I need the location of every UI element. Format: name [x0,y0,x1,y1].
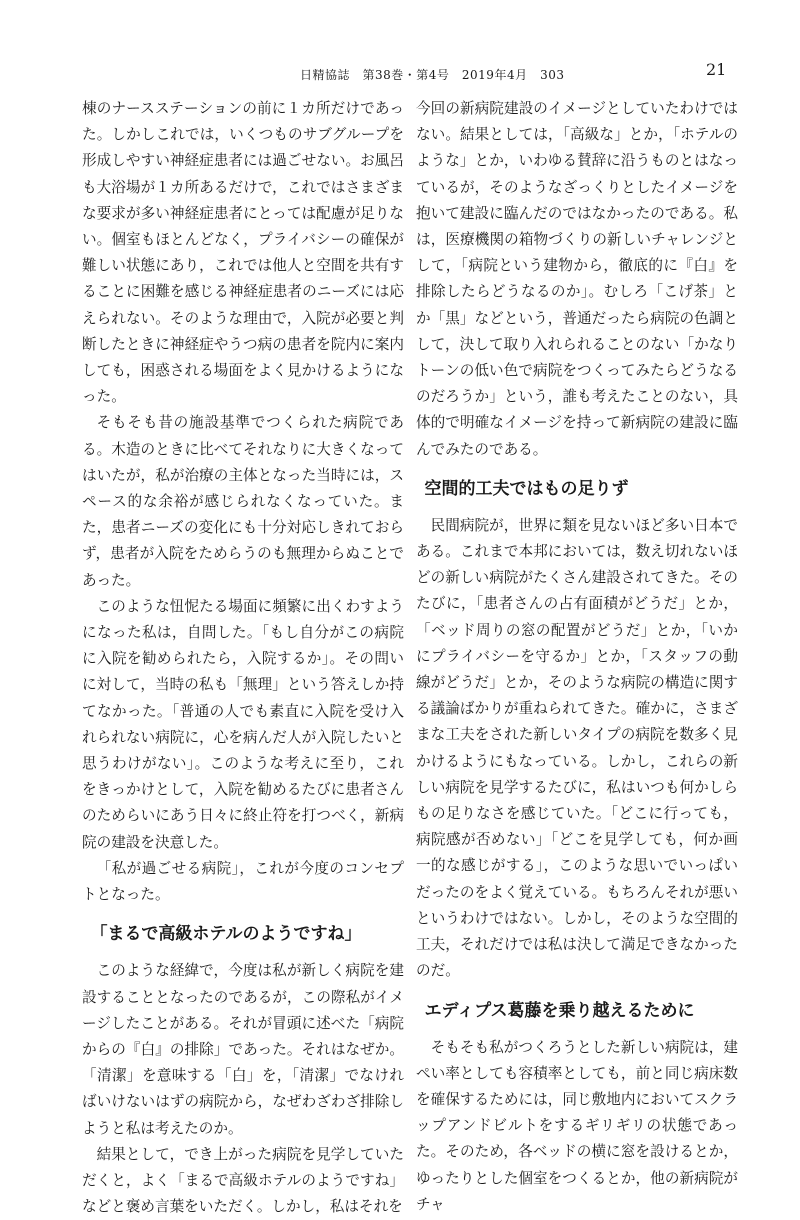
running-header [0,60,800,86]
left-column [82,96,404,1220]
paragraph: 民間病院が，世界に類を見ないほど多い日本である。これまで本邦においては，数え切れないほどの新しい病院がたくさん建設されてきた。そのたびに，「患者さんの占有面積がどうだ」とか，「ベッド周りの窓の配置がどうだ」とか，「いかにプライバシーを守るか」とか，「スタッフの動線がどうだ」とか，そのような病院の構造に関する議論ばかりが重ねられてきた。確かに，さまざまな工夫をされた新しいタイプの病院を数多く見かけるようにもなっている。しかし，これらの新しい病院を見学するたびに，私はいつも何かしらもの足りなさを感じていた。「どこに行っても，病院感が否めない」「どこを見学しても，何か画一的な感じがする」，このような思いでいっぱいだったのをよく覚えている。もちろんそれが悪いというわけではない。しかし，そのような空間的工夫，それだけでは私は決して満足できなかったのだ。 [416,516,738,980]
section-heading: エディプス葛藤を乗り越えるために [424,1000,695,1021]
paragraph: そもそも私がつくろうとした新しい病院は，建ぺい率としても容積率としても，前と同じ病床数を確保するためには，同じ敷地内においてスクラップアンドビルトをするギリギリの状態であった。そのため，各ベッドの横に窓を設けるとか，ゆったりとした個室をつくるとか，他の新病院がチャ [416,1038,738,1213]
paragraph: このような経緯で，今度は私が新しく病院を建設することとなったのであるが，この際私がイメージしたことがある。それが冒頭に述べた「病院からの『白』の排除」であった。それはなぜか。「清潔」を意味する「白」を，「清潔」でなければいけないはずの病院から，なぜわざわざ排除しようと私は考えたのか。 [82,962,404,1137]
paragraph: このような忸怩たる場面に頻繁に出くわすようになった私は，自問した。「もし自分がこの病院に入院を勧められたら，入院するか」。その問いに対して，当時の私も「無理」という答えしか持てなかった。「普通の人でも素直に入院を受け入れられない病院に，心を病んだ人が入院したいと思うわけがない」。このような考えに至り，これをきっかけとして，入院を勧めるたびに患者さんのためらいにあう日々に終止符を打つべく，新病院の建設を決意した。 [82,597,404,851]
paragraph: そもそも昔の施設基準でつくられた病院である。木造のときに比べてそれなりに大きくなってはいたが，私が治療の主体となった当時には，スペース的な余裕が感じられなくなっていた。また，患者ニーズの変化にも十分対応しきれておらず，患者が入院をためらうのも無理からぬことであった。 [82,414,404,589]
section-heading: 「まるで高級ホテルのようですね」 [90,924,362,945]
paragraph: 結果として，でき上がった病院を見学していただくと，よく「まるで高級ホテルのようですね」などと褒め言葉をいただく。しかし，私はそれを [82,1145,404,1216]
journal-citation: 日精協誌 第38巻・第4号 2019年4月 303 [300,68,565,82]
section-heading: 空間的工夫ではもの足りず [424,478,629,499]
paragraph: 「私が過ごせる病院」，これが今度のコンセプトとなった。 [82,859,404,904]
page-number: 21 [706,60,727,79]
paragraph: 棟のナースステーションの前に１カ所だけであった。しかしこれでは，いくつものサブグループを形成しやすい神経症患者には過ごせない。お風呂も大浴場が１カ所あるだけで，これではさまざまな要求が多い神経症患者にとっては配慮が足りない。個室もほとんどなく，プライバシーの確保が難しい状態にあり，これでは他人と空間を共有することに困難を感じる神経症患者のニーズには応えられない。そのような理由で，入院が必要と判断したときに神経症やうつ病の患者を院内に案内しても，困惑される場面をよく見かけるようになった。 [82,100,404,406]
paragraph: 今回の新病院建設のイメージとしていたわけではない。結果としては，「高級な」とか，「ホテルのような」とか，いわゆる賛辞に沿うものとはなっているが，そのようなざっくりとしたイメージを抱いて建設に臨んだのではなかったのである。私は，医療機関の箱物づくりの新しいチャレンジとして，「病院という建物から，徹底的に『白』を排除したらどうなるのか」。むしろ「こげ茶」とか「黒」などという，普通だったら病院の色調として，決して取り入れられることのない「かなりトーンの低い色で病院をつくってみたらどうなるのだろうか」という，誰も考えたことのない，具体的で明確なイメージを持って新病院の建設に臨んでみたのである。 [416,100,738,458]
right-column [416,96,738,1218]
